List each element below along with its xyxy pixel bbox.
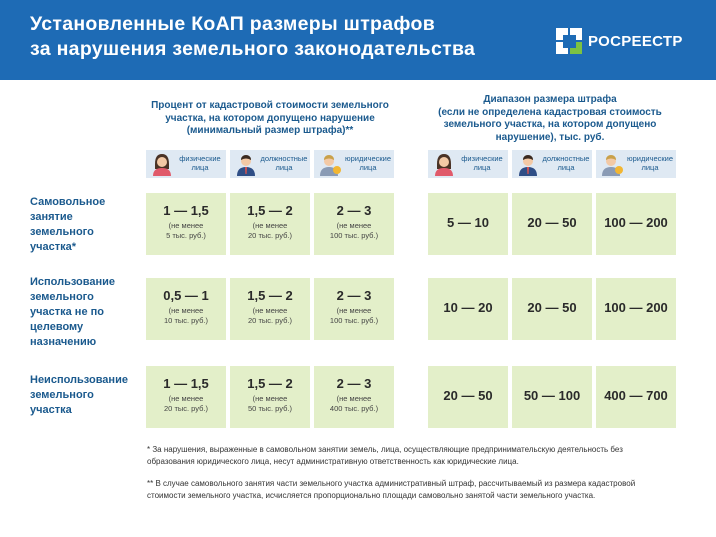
subject-header-individuals: [428, 150, 508, 178]
row-label-unauthorized-occupation: Самовольное занятие земельного участка*: [30, 196, 106, 253]
range-group-header: [420, 94, 680, 144]
subject-label: юридические лица: [626, 154, 674, 172]
man-avatar-icon: [234, 152, 258, 176]
range-cell: 20 — 50: [512, 193, 592, 255]
row-label-non-use: Неиспользование земельного участка: [30, 374, 128, 416]
range-cell: 400 — 700: [596, 366, 676, 428]
percent-cell: 1 — 1,5 (не менее 20 тыс. руб.): [146, 366, 226, 428]
subject-header-legal-entities: [596, 150, 676, 178]
subject-label: физические лица: [179, 154, 221, 172]
row-label-misuse: Использование земельного участка не по целевому назначению: [30, 276, 116, 348]
percent-cell: 2 — 3 (не менее 100 тыс. руб.): [314, 193, 394, 255]
percent-header-line: Процент от кадастровой стоимости земельного: [151, 100, 389, 111]
page-title: [30, 12, 475, 62]
range-cell: 20 — 50: [512, 278, 592, 340]
range-header-line: (если не определена кадастровая стоимость: [438, 106, 662, 118]
subject-label: физические лица: [461, 154, 503, 172]
percent-header-line: (минимальный размер штрафа)**: [186, 125, 354, 136]
subject-label: должностные лица: [542, 154, 590, 172]
header-banner: [0, 0, 716, 80]
range-header-line: земельного участка, на котором допущено: [443, 119, 657, 130]
title-line-1: Установленные КоАП размеры штрафов: [30, 13, 435, 35]
rosreestr-logo-icon: [556, 28, 582, 54]
range-header-line: Диапазон размера штрафа: [483, 94, 617, 105]
woman-avatar-icon: [150, 152, 174, 176]
percent-cell: 1,5 — 2 (не менее 20 тыс. руб.): [230, 193, 310, 255]
percent-cell: 2 — 3 (не менее 100 тыс. руб.): [314, 278, 394, 340]
subject-label: должностные лица: [260, 154, 308, 172]
percent-cell: 1,5 — 2 (не менее 50 тыс. руб.): [230, 366, 310, 428]
range-cell: 50 — 100: [512, 366, 592, 428]
businessman-avatar-icon: [318, 152, 342, 176]
businessman-avatar-icon: [600, 152, 624, 176]
percent-header-line: участка, на котором допущено нарушение: [165, 112, 375, 124]
title-line-2: за нарушения земельного законодательства: [30, 38, 476, 60]
rosreestr-logo: [556, 28, 683, 54]
subject-header-individuals: [146, 150, 226, 178]
percent-cell: 1 — 1,5 (не менее 5 тыс. руб.): [146, 193, 226, 255]
percent-cell: 1,5 — 2 (не менее 20 тыс. руб.): [230, 278, 310, 340]
subject-header-legal-entities: [314, 150, 394, 178]
range-cell: 20 — 50: [428, 366, 508, 428]
footnote-self-occupation: * За нарушения, выраженные в самовольном занятии земель, лица, осуществляющие предпринимательскую деятельность без образования юридического лица, несут административную ответственность как юридические лица.: [147, 445, 623, 466]
range-cell: 100 — 200: [596, 278, 676, 340]
range-header-line: нарушение), тыс. руб.: [495, 131, 605, 143]
subject-label: юридические лица: [344, 154, 392, 172]
footnote-partial-occupation: ** В случае самовольного занятия части земельного участка административный штраф, рассчитываемый из размера кадастровой стоимости земельного участка, исчисляется пропорционально площади самовольно занятой части земельного участка.: [147, 479, 636, 500]
man-avatar-icon: [516, 152, 540, 176]
percent-group-header: [140, 100, 400, 138]
range-cell: 10 — 20: [428, 278, 508, 340]
range-cell: 100 — 200: [596, 193, 676, 255]
subject-header-officials: [230, 150, 310, 178]
woman-avatar-icon: [432, 152, 456, 176]
percent-cell: 2 — 3 (не менее 400 тыс. руб.): [314, 366, 394, 428]
range-cell: 5 — 10: [428, 193, 508, 255]
logo-text: РОСРЕЕСТР: [588, 32, 683, 50]
subject-header-officials: [512, 150, 592, 178]
percent-cell: 0,5 — 1 (не менее 10 тыс. руб.): [146, 278, 226, 340]
